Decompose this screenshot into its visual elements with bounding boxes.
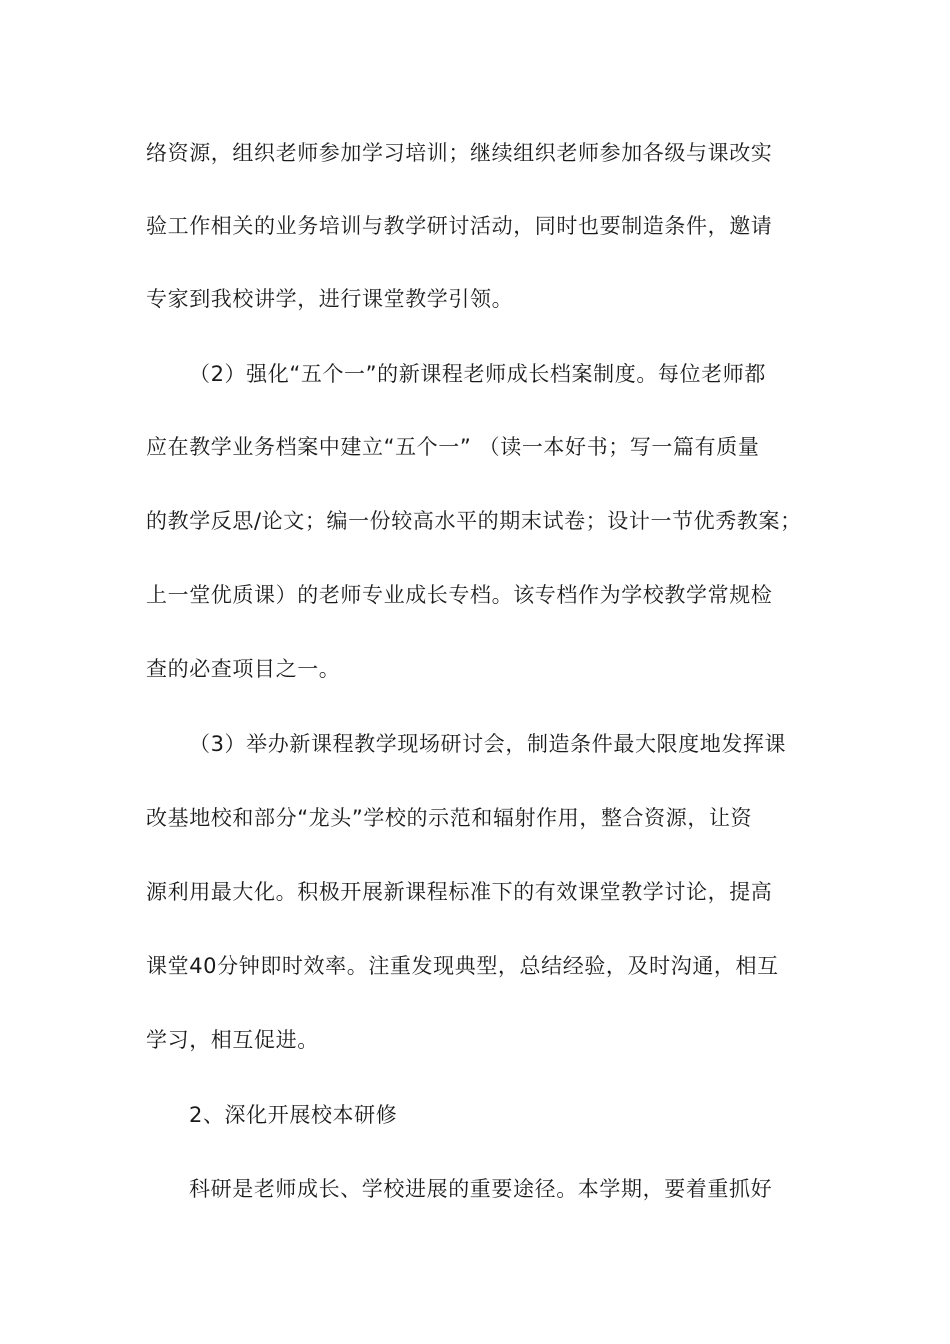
section-heading: 2、深化开展校本研修 bbox=[189, 1103, 398, 1127]
paragraph-3-line-5: 学习，相互促进。 bbox=[146, 1028, 319, 1052]
paragraph-4-line-1: 科研是老师成长、学校进展的重要途径。本学期，要着重抓好 bbox=[189, 1177, 773, 1201]
paragraph-3-line-3: 源利用最大化。积极开展新课程标准下的有效课堂教学讨论，提高 bbox=[146, 880, 773, 904]
paragraph-2-line-5: 查的必查项目之一。 bbox=[146, 657, 341, 681]
paragraph-3-line-4: 课堂40分钟即时效率。注重发现典型，总结经验，及时沟通，相互 bbox=[146, 954, 779, 978]
paragraph-2-line-4: 上一堂优质课）的老师专业成长专档。该专档作为学校教学常规检 bbox=[146, 583, 773, 607]
paragraph-3-line-2: 改基地校和部分“龙头”学校的示范和辐射作用，整合资源，让资 bbox=[146, 806, 753, 830]
paragraph-1-line-2: 验工作相关的业务培训与教学研讨活动，同时也要制造条件，邀请 bbox=[146, 214, 773, 238]
paragraph-1-line-1: 络资源，组织老师参加学习培训；继续组织老师参加各级与课改实 bbox=[146, 141, 773, 165]
paragraph-2-line-1: （2）强化“五个一”的新课程老师成长档案制度。每位老师都 bbox=[189, 362, 766, 386]
paragraph-2-line-3: 的教学反思/论文；编一份较高水平的期末试卷；设计一节优秀教案； bbox=[146, 509, 802, 533]
paragraph-2-line-2: 应在教学业务档案中建立“五个一” （读一本好书；写一篇有质量 bbox=[146, 435, 760, 459]
paragraph-1-line-3: 专家到我校讲学，进行课堂教学引领。 bbox=[146, 287, 514, 311]
paragraph-3-line-1: （3）举办新课程教学现场研讨会，制造条件最大限度地发挥课 bbox=[189, 732, 787, 756]
